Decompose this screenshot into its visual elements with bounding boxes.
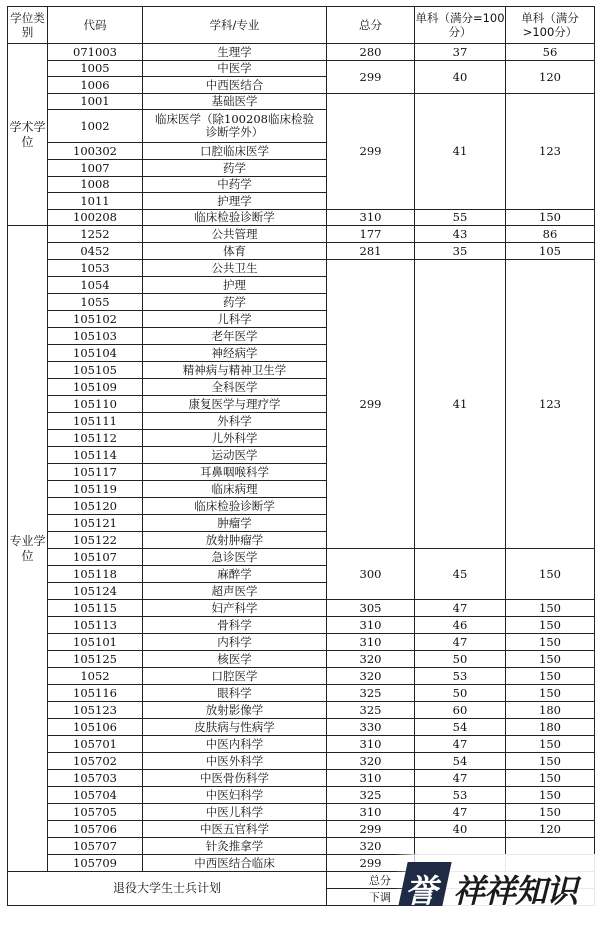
table-row — [8, 549, 595, 566]
single-100-score-cell: 47 — [415, 634, 506, 651]
subject-cell: 中西医结合 — [143, 77, 327, 94]
code-cell: 1054 — [48, 277, 143, 294]
subject-cell: 内科学 — [143, 634, 327, 651]
single-gt100-score-cell: 150 — [506, 787, 595, 804]
single-gt100-score-cell: 150 — [506, 651, 595, 668]
total-score-cell: 299 — [327, 61, 415, 94]
total-score-cell: 320 — [327, 753, 415, 770]
subject-cell: 妇产科学 — [143, 600, 327, 617]
code-cell: 105703 — [48, 770, 143, 787]
code-cell: 1007 — [48, 160, 143, 177]
subject-cell: 全科医学 — [143, 379, 327, 396]
table-row — [8, 702, 595, 719]
code-cell: 105701 — [48, 736, 143, 753]
subject-cell: 中医学 — [143, 61, 327, 77]
single-gt100-score-cell: 150 — [506, 770, 595, 787]
code-cell: 105121 — [48, 515, 143, 532]
total-score-cell: 299 — [327, 260, 415, 549]
code-cell: 105125 — [48, 651, 143, 668]
subject-cell: 药学 — [143, 294, 327, 311]
table-row — [8, 685, 595, 702]
degree-category-cell: 专业学位 — [8, 226, 48, 872]
watermark-logo-char: 誉 — [405, 872, 438, 910]
subject-cell: 超声医学 — [143, 583, 327, 600]
total-score-cell: 305 — [327, 600, 415, 617]
header-single-100: 单科（满分=100分） — [415, 7, 506, 44]
subject-cell: 神经病学 — [143, 345, 327, 362]
table-row — [8, 838, 595, 855]
total-score-cell: 310 — [327, 210, 415, 226]
subject-cell: 临床病理 — [143, 481, 327, 498]
header-single-gt100: 单科（满分>100分） — [506, 7, 595, 44]
subject-cell: 儿外科学 — [143, 430, 327, 447]
table-row — [8, 260, 595, 277]
total-score-cell: 177 — [327, 226, 415, 243]
single-100-score-cell: 35 — [415, 243, 506, 260]
subject-cell: 中西医结合临床 — [143, 855, 327, 872]
retired-soldier-note-line1: 总分 — [327, 872, 595, 889]
subject-cell: 口腔临床医学 — [143, 143, 327, 160]
single-100-score-cell: 55 — [415, 210, 506, 226]
table-header-row — [8, 7, 595, 44]
code-cell: 1005 — [48, 61, 143, 77]
subject-cell: 口腔医学 — [143, 668, 327, 685]
code-cell: 105106 — [48, 719, 143, 736]
code-cell: 105113 — [48, 617, 143, 634]
code-cell: 105705 — [48, 804, 143, 821]
code-cell: 105120 — [48, 498, 143, 515]
single-gt100-score-cell: 86 — [506, 226, 595, 243]
code-cell: 105112 — [48, 430, 143, 447]
total-score-cell: 310 — [327, 804, 415, 821]
subject-cell: 临床医学（除100208临床检验诊断学外） — [143, 110, 327, 143]
code-cell: 105104 — [48, 345, 143, 362]
single-100-score-cell: 40 — [415, 61, 506, 94]
header-code: 代码 — [48, 7, 143, 44]
single-100-score-cell: 50 — [415, 651, 506, 668]
code-cell: 1052 — [48, 668, 143, 685]
total-score-cell: 300 — [327, 549, 415, 600]
single-gt100-score-cell — [506, 838, 595, 855]
single-gt100-score-cell: 150 — [506, 617, 595, 634]
single-100-score-cell: 41 — [415, 260, 506, 549]
total-score-cell: 310 — [327, 736, 415, 753]
score-table-container — [7, 6, 594, 906]
single-100-score-cell: 46 — [415, 617, 506, 634]
table-row — [8, 617, 595, 634]
code-cell: 105107 — [48, 549, 143, 566]
code-cell: 105704 — [48, 787, 143, 804]
subject-cell: 基础医学 — [143, 94, 327, 110]
header-subject: 学科/专业 — [143, 7, 327, 44]
single-gt100-score-cell: 150 — [506, 804, 595, 821]
subject-cell: 核医学 — [143, 651, 327, 668]
subject-cell: 临床检验诊断学 — [143, 210, 327, 226]
code-cell: 1011 — [48, 193, 143, 210]
code-cell: 105116 — [48, 685, 143, 702]
single-100-score-cell: 47 — [415, 736, 506, 753]
subject-cell: 药学 — [143, 160, 327, 177]
subject-cell: 精神病与精神卫生学 — [143, 362, 327, 379]
code-cell: 105122 — [48, 532, 143, 549]
total-score-cell: 299 — [327, 821, 415, 838]
table-row — [8, 719, 595, 736]
subject-cell: 儿科学 — [143, 311, 327, 328]
table-row — [8, 634, 595, 651]
retired-soldier-note-line2: 下调 — [327, 889, 595, 906]
total-score-cell: 330 — [327, 719, 415, 736]
watermark-text: 祥祥知识 — [453, 872, 578, 910]
subject-cell: 耳鼻咽喉科学 — [143, 464, 327, 481]
code-cell: 1008 — [48, 177, 143, 193]
single-100-score-cell: 41 — [415, 94, 506, 210]
watermark — [395, 854, 595, 924]
subject-cell: 针灸推拿学 — [143, 838, 327, 855]
subject-cell: 中医外科学 — [143, 753, 327, 770]
code-cell: 105119 — [48, 481, 143, 498]
single-100-score-cell: 47 — [415, 770, 506, 787]
table-row — [8, 736, 595, 753]
single-gt100-score-cell: 56 — [506, 44, 595, 61]
table-row — [8, 210, 595, 226]
subject-cell: 康复医学与理疗学 — [143, 396, 327, 413]
subject-cell: 骨科学 — [143, 617, 327, 634]
subject-cell: 中医骨伤科学 — [143, 770, 327, 787]
subject-cell: 运动医学 — [143, 447, 327, 464]
code-cell: 071003 — [48, 44, 143, 61]
subject-cell: 中医儿科学 — [143, 804, 327, 821]
code-cell: 105114 — [48, 447, 143, 464]
subject-cell: 皮肤病与性病学 — [143, 719, 327, 736]
subject-cell: 放射影像学 — [143, 702, 327, 719]
code-cell: 105118 — [48, 566, 143, 583]
code-cell: 105707 — [48, 838, 143, 855]
subject-cell: 中医内科学 — [143, 736, 327, 753]
degree-category-cell: 学术学位 — [8, 44, 48, 226]
code-cell: 105103 — [48, 328, 143, 345]
single-gt100-score-cell: 150 — [506, 549, 595, 600]
code-cell: 0452 — [48, 243, 143, 260]
table-row — [8, 61, 595, 77]
single-100-score-cell: 53 — [415, 787, 506, 804]
code-cell: 105702 — [48, 753, 143, 770]
single-gt100-score-cell: 150 — [506, 753, 595, 770]
table-row — [8, 804, 595, 821]
total-score-cell: 320 — [327, 668, 415, 685]
table-row — [8, 787, 595, 804]
total-score-cell: 325 — [327, 685, 415, 702]
single-100-score-cell: 54 — [415, 753, 506, 770]
subject-cell: 生理学 — [143, 44, 327, 61]
total-score-cell: 320 — [327, 651, 415, 668]
single-100-score-cell — [415, 838, 506, 855]
code-cell: 1252 — [48, 226, 143, 243]
single-100-score-cell: 53 — [415, 668, 506, 685]
code-cell: 105706 — [48, 821, 143, 838]
total-score-cell: 310 — [327, 617, 415, 634]
code-cell: 1002 — [48, 110, 143, 143]
single-100-score-cell: 47 — [415, 600, 506, 617]
subject-cell: 护理 — [143, 277, 327, 294]
subject-cell: 外科学 — [143, 413, 327, 430]
code-cell: 1055 — [48, 294, 143, 311]
single-100-score-cell: 50 — [415, 685, 506, 702]
table-row — [8, 243, 595, 260]
code-cell: 105109 — [48, 379, 143, 396]
subject-cell: 护理学 — [143, 193, 327, 210]
table-row — [8, 821, 595, 838]
subject-cell: 麻醉学 — [143, 566, 327, 583]
single-gt100-score-cell: 180 — [506, 719, 595, 736]
code-cell: 105123 — [48, 702, 143, 719]
code-cell: 105110 — [48, 396, 143, 413]
single-100-score-cell: 45 — [415, 549, 506, 600]
total-score-cell: 320 — [327, 838, 415, 855]
subject-cell: 临床检验诊断学 — [143, 498, 327, 515]
code-cell: 105101 — [48, 634, 143, 651]
subject-cell: 中药学 — [143, 177, 327, 193]
code-cell: 105102 — [48, 311, 143, 328]
code-cell: 105117 — [48, 464, 143, 481]
subject-cell: 眼科学 — [143, 685, 327, 702]
table-row — [8, 600, 595, 617]
single-100-score-cell: 43 — [415, 226, 506, 243]
single-gt100-score-cell: 150 — [506, 736, 595, 753]
single-gt100-score-cell: 105 — [506, 243, 595, 260]
total-score-cell: 281 — [327, 243, 415, 260]
code-cell: 105111 — [48, 413, 143, 430]
table-row — [8, 651, 595, 668]
single-gt100-score-cell: 123 — [506, 94, 595, 210]
retired-soldier-plan-label: 退役大学生士兵计划 — [8, 872, 327, 906]
single-gt100-score-cell: 150 — [506, 668, 595, 685]
single-100-score-cell: 40 — [415, 821, 506, 838]
header-category: 学位类别 — [8, 7, 48, 44]
table-row — [8, 770, 595, 787]
single-gt100-score-cell: 123 — [506, 260, 595, 549]
subject-cell: 放射肿瘤学 — [143, 532, 327, 549]
table-row — [8, 44, 595, 61]
single-100-score-cell: 47 — [415, 804, 506, 821]
single-100-score-cell: 60 — [415, 702, 506, 719]
total-score-cell: 299 — [327, 94, 415, 210]
subject-cell: 急诊医学 — [143, 549, 327, 566]
subject-cell: 中医五官科学 — [143, 821, 327, 838]
header-total: 总分 — [327, 7, 415, 44]
total-score-cell: 325 — [327, 787, 415, 804]
subject-cell: 老年医学 — [143, 328, 327, 345]
single-gt100-score-cell: 150 — [506, 210, 595, 226]
total-score-cell: 310 — [327, 770, 415, 787]
code-cell: 105115 — [48, 600, 143, 617]
single-gt100-score-cell: 120 — [506, 61, 595, 94]
total-score-cell: 325 — [327, 702, 415, 719]
code-cell: 105105 — [48, 362, 143, 379]
subject-cell: 公共管理 — [143, 226, 327, 243]
subject-cell: 肿瘤学 — [143, 515, 327, 532]
total-score-cell: 310 — [327, 634, 415, 651]
table-row — [8, 94, 595, 110]
table-row — [8, 668, 595, 685]
subject-cell: 体育 — [143, 243, 327, 260]
single-gt100-score-cell: 120 — [506, 821, 595, 838]
score-table — [7, 6, 595, 906]
code-cell: 1001 — [48, 94, 143, 110]
total-score-cell: 299 — [327, 855, 415, 872]
subject-cell: 公共卫生 — [143, 260, 327, 277]
single-gt100-score-cell: 180 — [506, 702, 595, 719]
single-100-score-cell: 37 — [415, 44, 506, 61]
subject-cell: 中医妇科学 — [143, 787, 327, 804]
total-score-cell: 280 — [327, 44, 415, 61]
single-gt100-score-cell: 150 — [506, 685, 595, 702]
code-cell: 100208 — [48, 210, 143, 226]
code-cell: 105709 — [48, 855, 143, 872]
single-gt100-score-cell: 150 — [506, 600, 595, 617]
code-cell: 1006 — [48, 77, 143, 94]
code-cell: 1053 — [48, 260, 143, 277]
single-100-score-cell: 54 — [415, 719, 506, 736]
table-row — [8, 226, 595, 243]
code-cell: 105124 — [48, 583, 143, 600]
code-cell: 100302 — [48, 143, 143, 160]
table-row — [8, 753, 595, 770]
single-gt100-score-cell: 150 — [506, 634, 595, 651]
